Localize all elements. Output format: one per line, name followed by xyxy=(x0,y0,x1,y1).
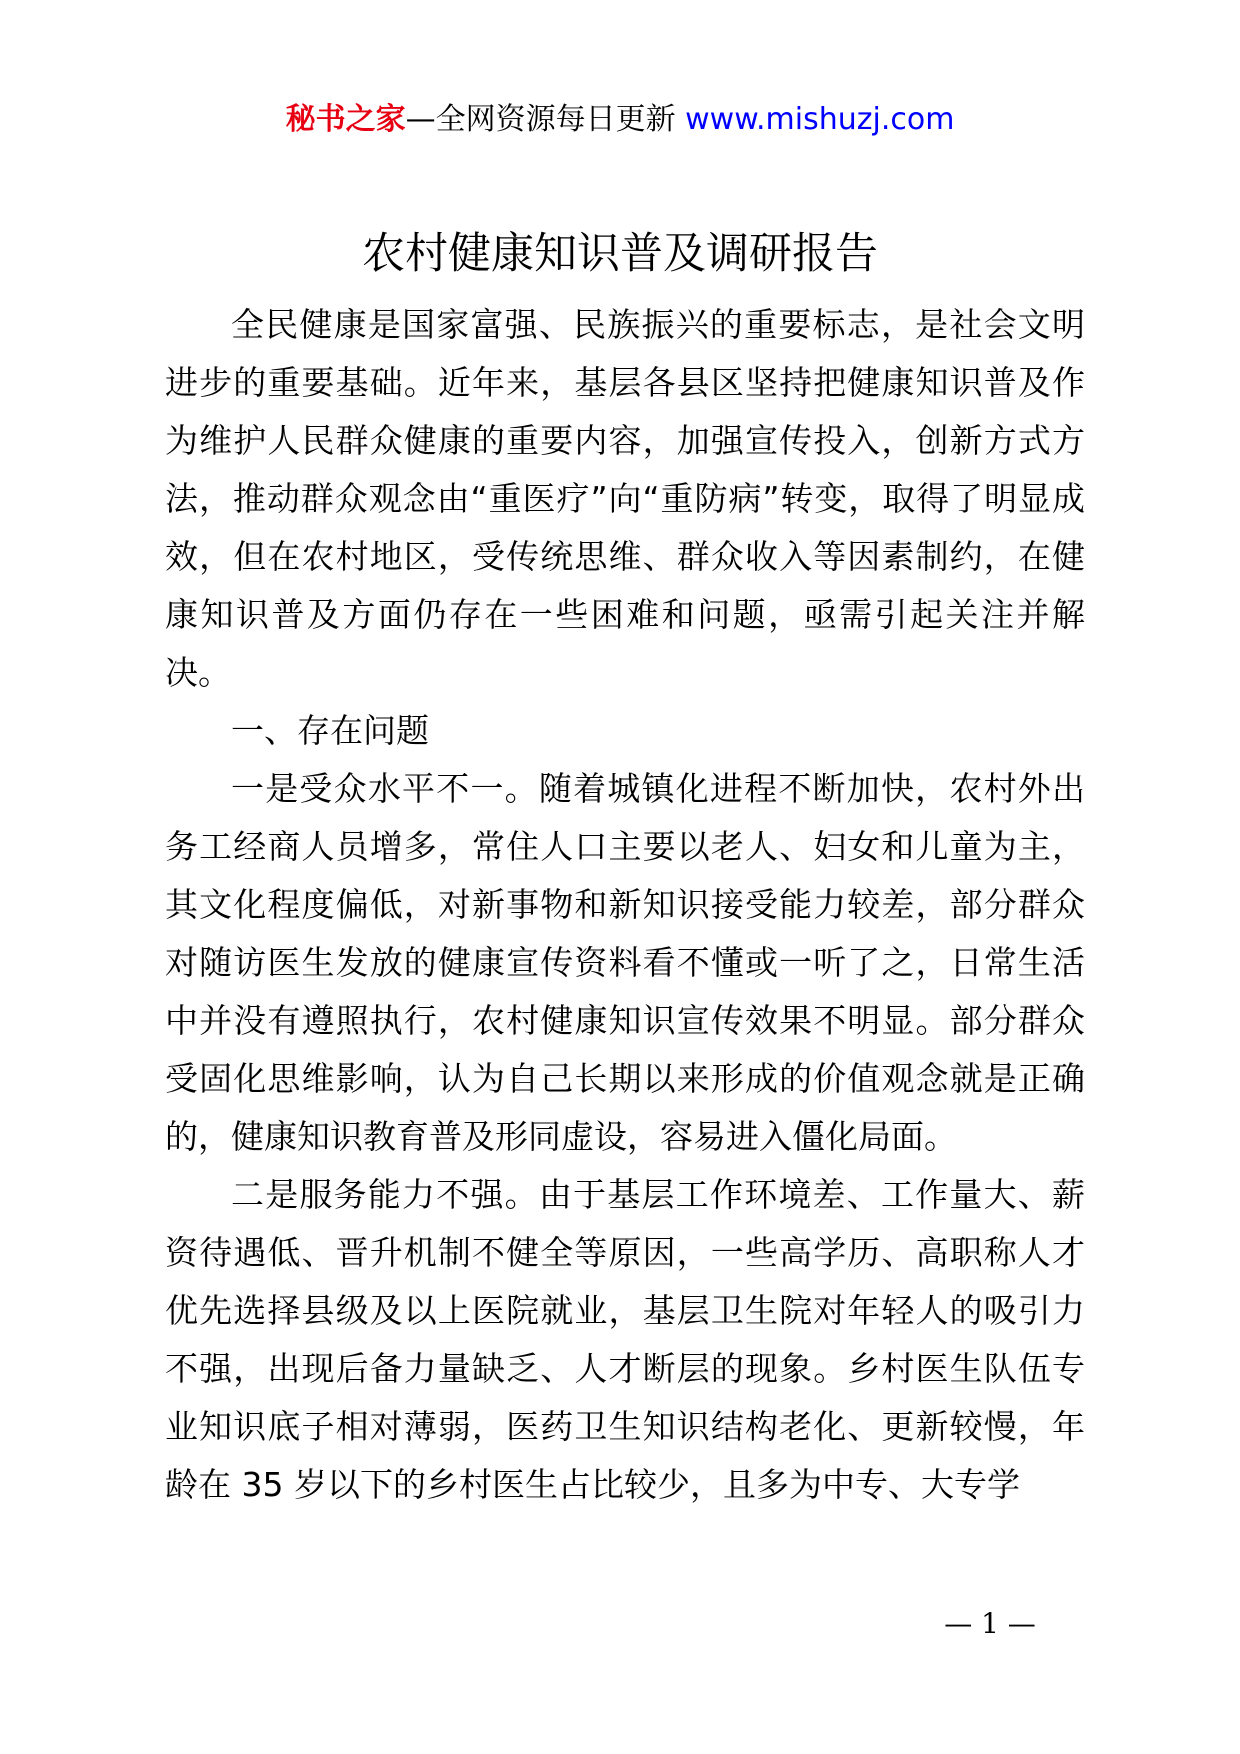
document-title: 农村健康知识普及调研报告 xyxy=(362,229,878,279)
paragraph-intro: 全民健康是国家富强、民族振兴的重要标志，是社会文明进步的重要基础。近年来，基层各县区坚持把健康知识普及作为维护人民群众健康的重要内容，加强宣传投入，创新方式方法，推动群众观念由“重医疗”向“重防病”转变，取得了明显成效，但在农村地区，受传统思维、群众收入等因素制约，在健康知识普及方面仍存在一些困难和问题，亟需引起关注并解决。 xyxy=(165,305,1085,692)
site-url[interactable]: www.mishuzj.com xyxy=(685,102,955,137)
site-brand: 秘书之家 xyxy=(285,102,406,137)
section-heading-problems: 一、存在问题 xyxy=(231,711,429,750)
watermark-header xyxy=(0,100,1240,140)
paragraph-service-capacity: 二是服务能力不强。由于基层工作环境差、工作量大、薪资待遇低、晋升机制不健全等原因，一些高学历、高职称人才优先选择县级及以上医院就业，基层卫生院对年轻人的吸引力不强，出现后备力量缺乏、人才断层的现象。乡村医生队伍专业知识底子相对薄弱，医药卫生知识结构老化、更新较慢，年龄在 35 岁以下的乡村医生占比较少，且多为中专、大专学 xyxy=(165,1175,1085,1504)
site-tagline: —全网资源每日更新 xyxy=(405,102,676,137)
paragraph-audience-level: 一是受众水平不一。随着城镇化进程不断加快，农村外出务工经商人员增多，常住人口主要以老人、妇女和儿童为主，其文化程度偏低，对新事物和新知识接受能力较差，部分群众对随访医生发放的健康宣传资料看不懂或一听了之，日常生活中并没有遵照执行，农村健康知识宣传效果不明显。部分群众受固化思维影响，认为自己长期以来形成的价值观念就是正确的，健康知识教育普及形同虚设，容易进入僵化局面。 xyxy=(165,769,1085,1156)
document-body xyxy=(165,296,1085,1514)
page-number: — 1 — xyxy=(944,1607,1036,1640)
